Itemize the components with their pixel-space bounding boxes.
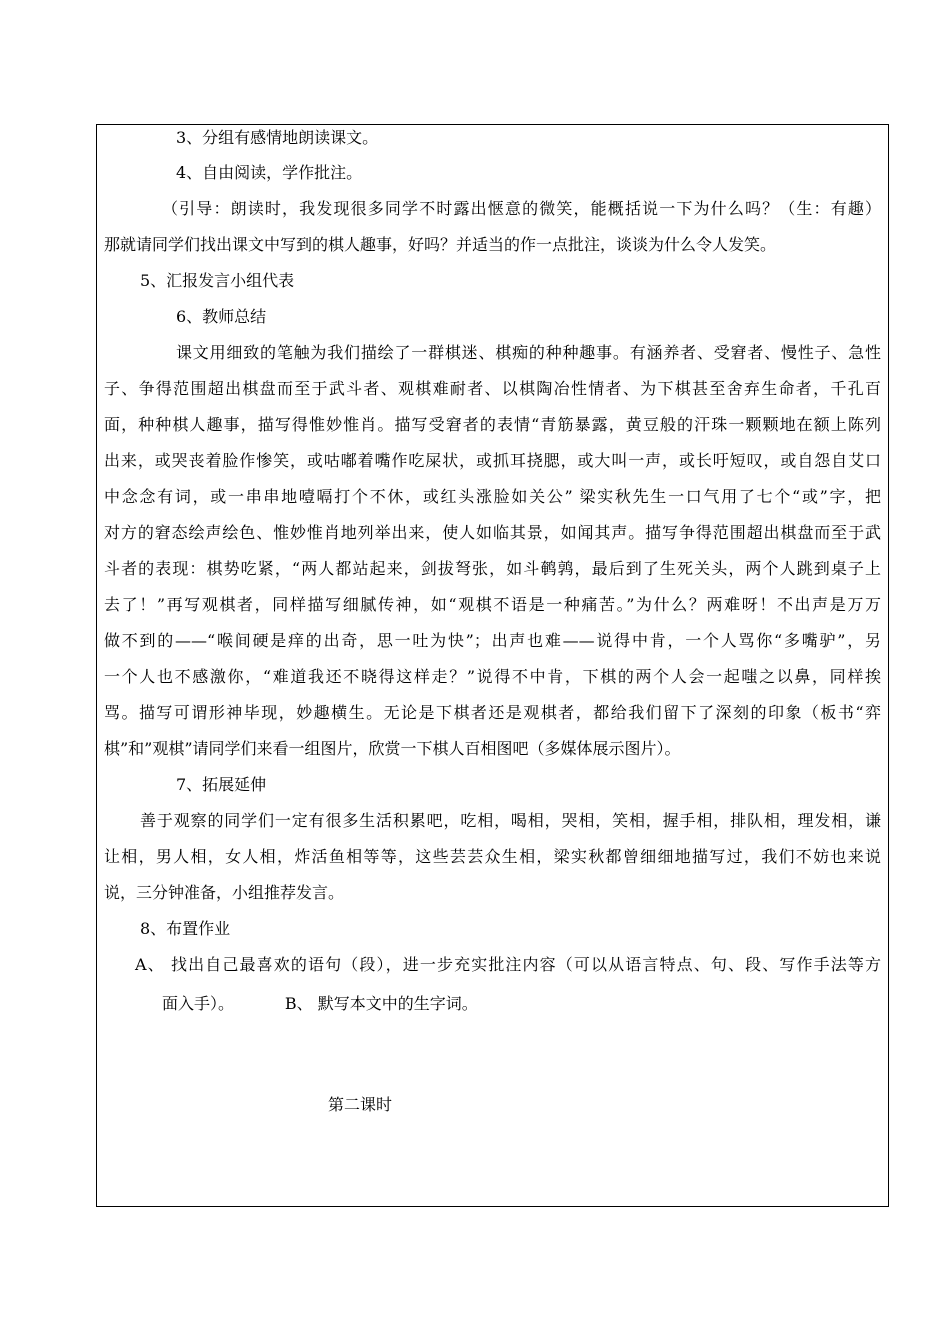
step-3: 3、分组有感情地朗读课文。: [176, 128, 379, 147]
summary-line: 对方的窘态绘声绘色、惟妙惟肖地列举出来，使人如临其景，如闻其声。描写争得范围超出棋盘而至于武: [104, 523, 881, 542]
summary-line: 去了！”再写观棋者，同样描写细腻传神，如“观棋不语是一种痛苦。”为什么？两难呀！不出声是万万: [104, 595, 881, 614]
step-8: 8、布置作业: [140, 919, 231, 938]
step-7: 7、拓展延伸: [176, 775, 267, 794]
extension-line: 说，三分钟准备，小组推荐发言。: [104, 883, 345, 902]
homework-line-a: A、 找出自己最喜欢的语句（段），进一步充实批注内容（可以从语言特点、句、段、写作手法等方: [135, 955, 881, 974]
summary-line: 做不到的——“喉间硬是痒的出奇，思一吐为快”；出声也难——说得中肯，一个人骂你“多嘴驴”，另: [104, 631, 881, 650]
summary-line: 骂。描写可谓形神毕现，妙趣横生。无论是下棋者还是观棋者，都给我们留下了深刻的印象（板书“弈: [104, 703, 881, 722]
summary-line: 课文用细致的笔触为我们描绘了一群棋迷、棋痴的种种趣事。有涵养者、受窘者、慢性子、急性: [176, 343, 881, 362]
summary-line: 子、争得范围超出棋盘而至于武斗者、观棋难耐者、以棋陶冶性情者、为下棋甚至舍弃生命者，千孔百: [104, 379, 881, 398]
step-4: 4、自由阅读，学作批注。: [176, 163, 363, 182]
step-5: 5、汇报发言小组代表: [140, 271, 295, 290]
homework-line-b: 面入手）。 B、 默写本文中的生字词。: [162, 994, 478, 1013]
step-6: 6、教师总结: [176, 307, 267, 326]
summary-line: 斗者的表现：棋势吃紧，“两人都站起来，剑拔弩张，如斗鹌鹑，最后到了生死关头，两个人跳到桌子上: [104, 559, 881, 578]
extension-line: 让相，男人相，女人相，炸活鱼相等等，这些芸芸众生相，梁实秋都曾细细地描写过，我们不妨也来说: [104, 847, 881, 866]
guide-line-2: 那就请同学们找出课文中写到的棋人趣事，好吗？并适当的作一点批注，谈谈为什么令人发笑。: [104, 235, 777, 254]
section-heading: 第二课时: [328, 1095, 393, 1114]
summary-line: 中念念有词，或一串串地噎嗝打个不休，或红头涨脸如关公” 梁实秋先生一口气用了七个“或”字，把: [104, 487, 881, 506]
summary-line: 出来，或哭丧着脸作惨笑，或咕嘟着嘴作吃屎状，或抓耳挠腮，或大叫一声，或长吁短叹，或自怨自艾口: [104, 451, 881, 470]
extension-line: 善于观察的同学们一定有很多生活积累吧，吃相，喝相，哭相，笑相，握手相，排队相，理发相，谦: [140, 811, 881, 830]
summary-line: 棋”和”观棋”请同学们来看一组图片，欣赏一下棋人百相图吧（多媒体展示图片）。: [104, 739, 681, 758]
guide-line-1: （引导：朗读时，我发现很多同学不时露出惬意的微笑，能概括说一下为什么吗？（生：有趣）: [162, 199, 881, 218]
summary-line: 面，种种棋人趣事，描写得惟妙惟肖。描写受窘者的表情“青筋暴露，黄豆般的汗珠一颗颗地在额上陈列: [104, 415, 881, 434]
summary-line: 一个人也不感激你，“难道我还不晓得这样走？”说得不中肯，下棋的两个人会一起嗤之以鼻，同样挨: [104, 667, 881, 686]
